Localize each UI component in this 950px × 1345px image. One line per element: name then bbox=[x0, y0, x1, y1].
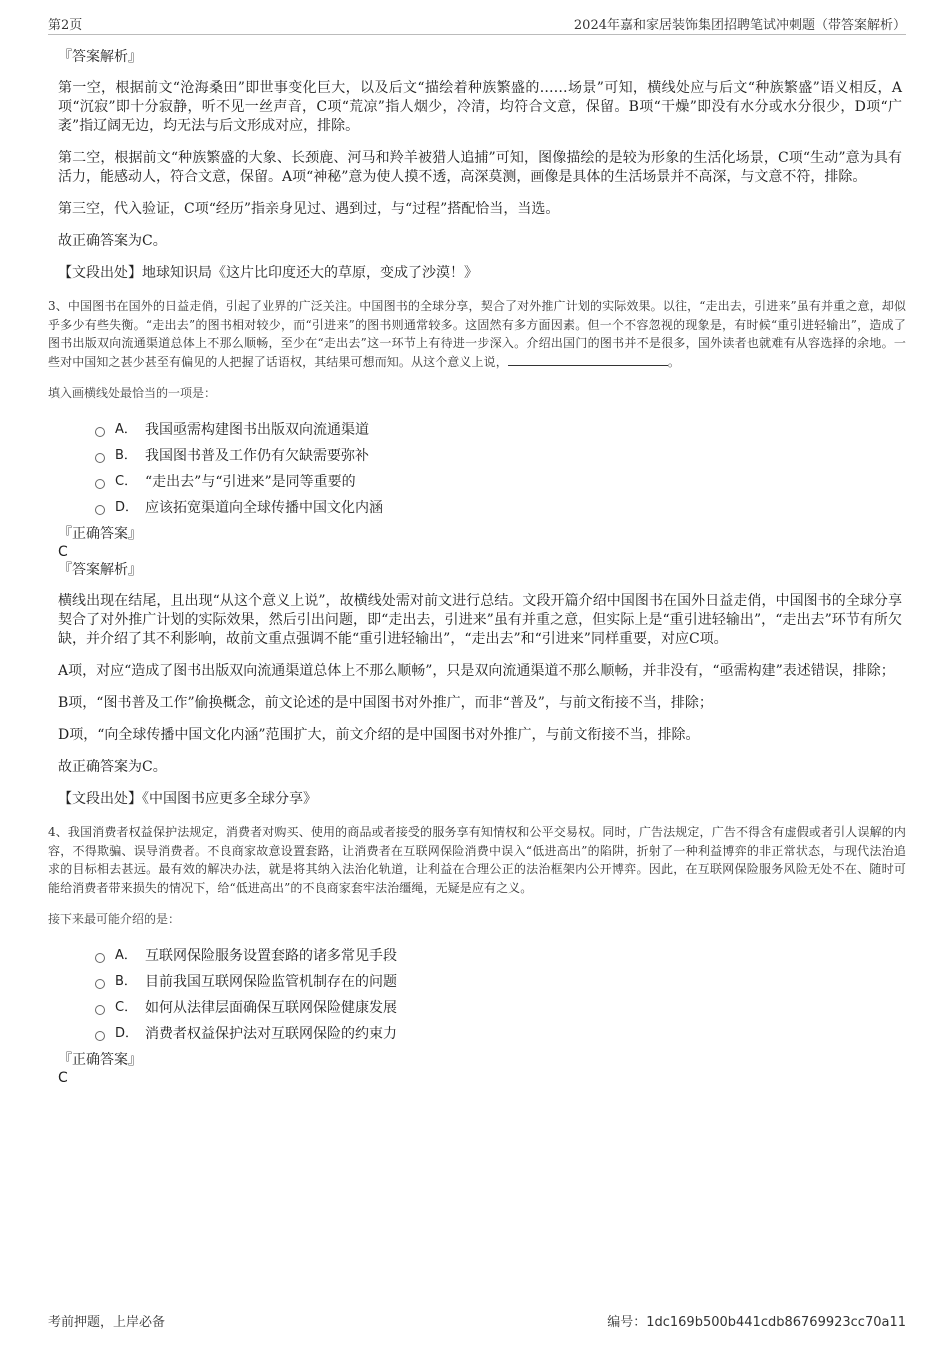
document-code: 编号：1dc169b500b441cdb86769923cc70a11 bbox=[607, 1315, 906, 1330]
analysis-paragraph: 第三空，代入验证，C项“经历”指亲身见过、遇到过，与“过程”搭配恰当，当选。 bbox=[58, 201, 560, 217]
analysis-paragraph: D项，“向全球传播中国文化内涵”范围扩大，前文介绍的是中国图书对外推广，与前文衔接不当，排除。 bbox=[58, 727, 700, 743]
question-text: 4、我国消费者权益保护法规定，消费者对购买、使用的商品或者接受的服务享有知情权和公平交易权。同时，广告法规定，广告不得含有虚假或者引人误解的内容，不得欺骗、误导消费者。不良商家故意设置套路，让消费者在互联网保险消费中误入“低进高出”的陷阱，折射了一种利益博弈的非正常状态，与现代法治追求的目标相去甚远。最有效的解决办法，就是将其纳入法治化轨道，让利益在合理公正的法治框架内公开博弈。因此，在互联网保险服务风险无处不在、随时可能给消费者带来损失的情况下，给“低进高出”的不良商家套牢法治缰绳，无疑是应有之义。 bbox=[48, 825, 906, 895]
analysis-heading: 『答案解析』 bbox=[58, 562, 142, 578]
option-b[interactable]: B． 我国图书普及工作仍有欠缺需要弥补 bbox=[95, 443, 906, 469]
correct-answer: C bbox=[58, 544, 68, 560]
page-number: 第2页 bbox=[48, 18, 83, 33]
question-3 bbox=[48, 297, 906, 809]
correct-answer: C bbox=[58, 1070, 68, 1086]
radio-icon[interactable] bbox=[95, 1005, 105, 1015]
option-d[interactable]: D． 消费者权益保护法对互联网保险的约束力 bbox=[95, 1021, 906, 1047]
correct-answer-heading: 『正确答案』 bbox=[58, 526, 142, 542]
analysis-paragraph: 第二空，根据前文“种族繁盛的大象、长颈鹿、河马和羚羊被猎人追捕”可知，图像描绘的是较为形象的生活化场景，C项“生动”意为具有活力，能感动人，符合文意，保留。A项“神秘”意为使人摸不透，高深莫测，画像是具体的生活场景并不高深，与文意不符，排除。 bbox=[58, 150, 902, 185]
analysis-paragraph: 横线出现在结尾，且出现“从这个意义上说”，故横线处需对前文进行总结。文段开篇介绍中国图书在国外日益走俏，中国图书的全球分享契合了对外推广计划的实际效果，然后引出问题，即“走出去，引进来”虽有并重之意，但实际上是“重引进轻输出”，“走出去”环节有所欠缺，并介绍了其不利影响，故前文重点强调不能“重引进轻输出”，“走出去”和“引进来”同样重要，对应C项。 bbox=[58, 593, 902, 647]
final-answer-text: 故正确答案为C。 bbox=[58, 759, 167, 775]
answer-blank bbox=[508, 353, 668, 366]
question-prompt: 接下来最可能介绍的是： bbox=[48, 912, 181, 926]
option-list bbox=[95, 417, 906, 521]
radio-icon[interactable] bbox=[95, 1031, 105, 1041]
radio-icon[interactable] bbox=[95, 427, 105, 437]
source-citation: 【文段出处】地球知识局《这片比印度还大的草原，变成了沙漠！》 bbox=[58, 265, 478, 281]
document-title: 2024年嘉和家居装饰集团招聘笔试冲刺题（带答案解析） bbox=[573, 18, 906, 33]
final-answer-text: 故正确答案为C。 bbox=[58, 233, 167, 249]
radio-icon[interactable] bbox=[95, 453, 105, 463]
analysis-paragraph: 第一空，根据前文“沧海桑田”即世事变化巨大，以及后文“描绘着种族繁盛的……场景”可知，横线处应与后文“种族繁盛”语义相反，A项“沉寂”即十分寂静，听不见一丝声音，C项“荒凉”指人烟少，冷清，均符合文意，保留。B项“干燥”即没有水分或水分很少，D项“广袤”指辽阔无边，均无法与后文形成对应，排除。 bbox=[58, 80, 902, 134]
question-prompt: 填入画横线处最恰当的一项是： bbox=[48, 386, 217, 400]
question-4 bbox=[48, 823, 906, 1087]
radio-icon[interactable] bbox=[95, 479, 105, 489]
option-a[interactable]: A． 互联网保险服务设置套路的诸多常见手段 bbox=[95, 943, 906, 969]
radio-icon[interactable] bbox=[95, 505, 105, 515]
question-text: 3、中国图书在国外的日益走俏，引起了业界的广泛关注。中国图书的全球分享，契合了对外推广计划的实际效果。以往，“走出去，引进来”虽有并重之意，却似乎多少有些失衡。“走出去”的图书相对较少，而“引进来”的图书则通常较多。这固然有多方面因素。但一个不容忽视的现象是，有时候“重引进轻输出”，造成了图书出版双向流通渠道总体上不那么顺畅，至少在“走出去”这一环节上有待进一步深入。介绍出国门的图书并不是很多，国外读者也就难有从容选择的余地。一些对中国知之甚少甚至有偏见的人把握了话语权，其结果可想而知。从这个意义上说， 。 bbox=[48, 299, 906, 369]
option-c[interactable]: C． 如何从法律层面确保互联网保险健康发展 bbox=[95, 995, 906, 1021]
footer-slogan: 考前押题，上岸必备 bbox=[48, 1315, 166, 1330]
option-d[interactable]: D． 应该拓宽渠道向全球传播中国文化内涵 bbox=[95, 495, 906, 521]
correct-answer-heading: 『正确答案』 bbox=[58, 1052, 142, 1068]
analysis-heading: 『答案解析』 bbox=[58, 49, 142, 65]
analysis-paragraph: B项，“图书普及工作”偷换概念，前文论述的是中国图书对外推广，而非“普及”，与前文衔接不当，排除； bbox=[58, 695, 713, 711]
analysis-paragraph: A项，对应“造成了图书出版双向流通渠道总体上不那么顺畅”，只是双向流通渠道不那么顺畅，并非没有，“亟需构建”表述错误，排除； bbox=[58, 663, 895, 679]
radio-icon[interactable] bbox=[95, 979, 105, 989]
source-citation: 【文段出处】《中国图书应更多全球分享》 bbox=[58, 791, 317, 807]
radio-icon[interactable] bbox=[95, 953, 105, 963]
document-body bbox=[48, 44, 906, 1087]
option-list bbox=[95, 943, 906, 1047]
option-c[interactable]: C． “走出去”与“引进来”是同等重要的 bbox=[95, 469, 906, 495]
option-a[interactable]: A． 我国亟需构建图书出版双向流通渠道 bbox=[95, 417, 906, 443]
page-header bbox=[48, 14, 906, 35]
option-b[interactable]: B． 目前我国互联网保险监管机制存在的问题 bbox=[95, 969, 906, 995]
